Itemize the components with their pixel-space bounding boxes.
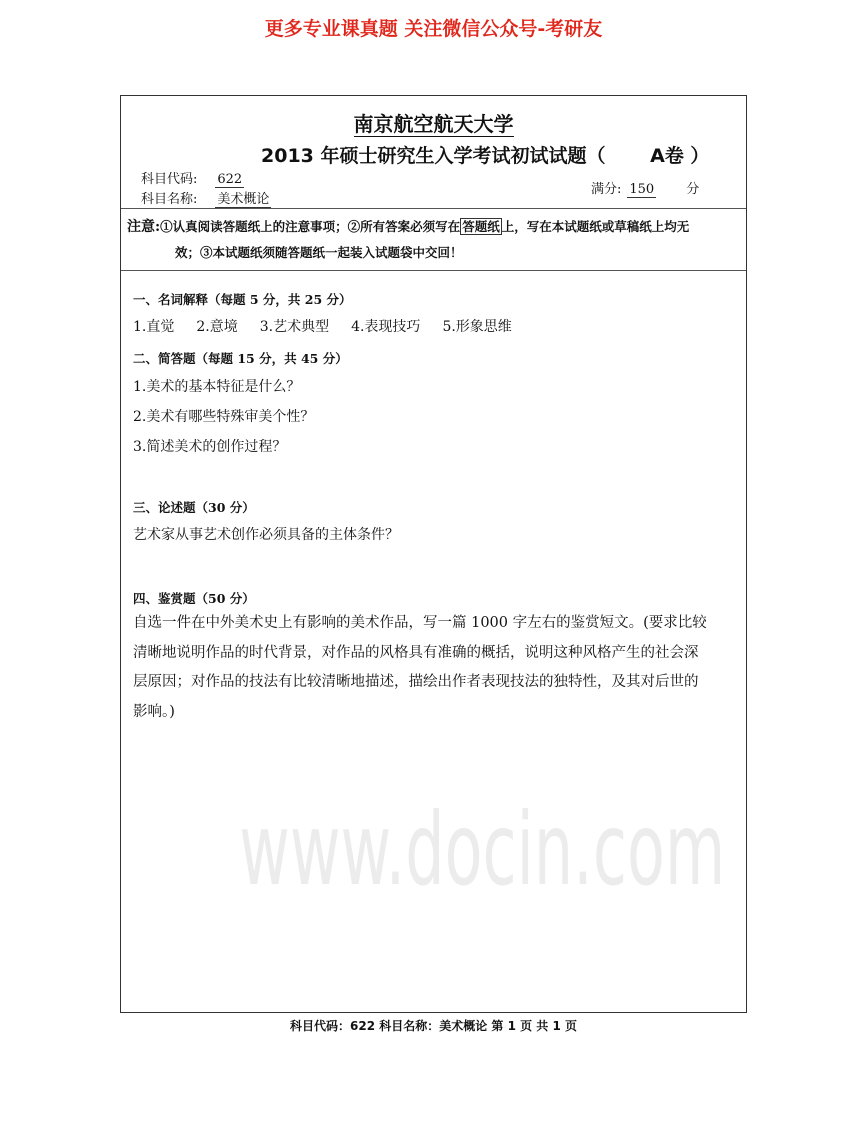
question: 艺术家从事艺术创作必须具备的主体条件？: [133, 527, 399, 543]
question: 3.简述美术的创作过程？: [133, 439, 287, 455]
full-score-label: 满分:: [591, 182, 622, 197]
divider: [121, 208, 746, 209]
section-heading: 三、论述题（30 分）: [133, 500, 255, 515]
term: 4.表现技巧: [351, 319, 421, 335]
subject-name-label: 科目名称:: [141, 192, 198, 207]
term: 1.直觉: [133, 319, 175, 335]
paragraph-line: 清晰地说明作品的时代背景，对作品的风格具有准确的概括，说明这种风格产生的社会深: [133, 644, 699, 661]
full-score: 150: [629, 182, 655, 197]
exam-title: 2013 年硕士研究生入学考试初试试题（ A卷 ）: [261, 145, 710, 167]
full-score-row: [591, 178, 699, 197]
section-heading: 一、名词解释（每题 5 分，共 25 分）: [133, 292, 352, 307]
university-name: 南京航空航天大学: [353, 112, 514, 136]
term-list: [133, 316, 534, 336]
notice-text: 上，写在本试题纸或草稿纸上均无: [501, 219, 690, 234]
question: 1.美术的基本特征是什么？: [133, 379, 301, 395]
subject-name-row: [141, 188, 271, 207]
promo-banner: 更多专业课真题 关注微信公众号-考研友: [264, 18, 603, 40]
page-footer: 科目代码：622 科目名称：美术概论 第 1 页 共 1 页: [290, 1019, 577, 1033]
subject-code-row: [141, 168, 244, 187]
university-title: [121, 108, 746, 137]
term: 5.形象思维: [442, 319, 512, 335]
term: 2.意境: [196, 319, 238, 335]
notice-text: 效；③本试题纸须随答题纸一起装入试题袋中交回！: [175, 245, 463, 260]
exam-paper: [120, 95, 747, 1013]
notice: [127, 214, 740, 266]
notice-text: ①认真阅读答题纸上的注意事项；②所有答案必须写在: [160, 219, 461, 234]
subject-name: 美术概论: [217, 192, 270, 207]
question: 2.美术有哪些特殊审美个性？: [133, 409, 315, 425]
notice-label: 注意:: [127, 219, 161, 235]
score-unit: 分: [686, 182, 700, 197]
notice-boxed: 答题纸: [462, 219, 500, 234]
term: 3.艺术典型: [259, 319, 330, 335]
section-heading: 四、鉴赏题（50 分）: [133, 591, 255, 606]
question-paragraph: [133, 609, 734, 727]
paragraph-line: 自选一件在中外美术史上有影响的美术作品，写一篇 1000 字左右的鉴赏短文。(要求比较: [133, 615, 707, 631]
subject-code-label: 科目代码:: [141, 172, 198, 187]
subject-code: 622: [217, 172, 243, 187]
divider: [121, 270, 746, 271]
watermark: www.docin.com: [239, 791, 726, 908]
section-heading: 二、简答题（每题 15 分，共 45 分）: [133, 351, 348, 366]
paragraph-line: 层原因；对作品的技法有比较清晰地描述，描绘出作者表现技法的独特性，及其对后世的: [133, 674, 699, 690]
paragraph-line: 影响。): [133, 703, 175, 720]
